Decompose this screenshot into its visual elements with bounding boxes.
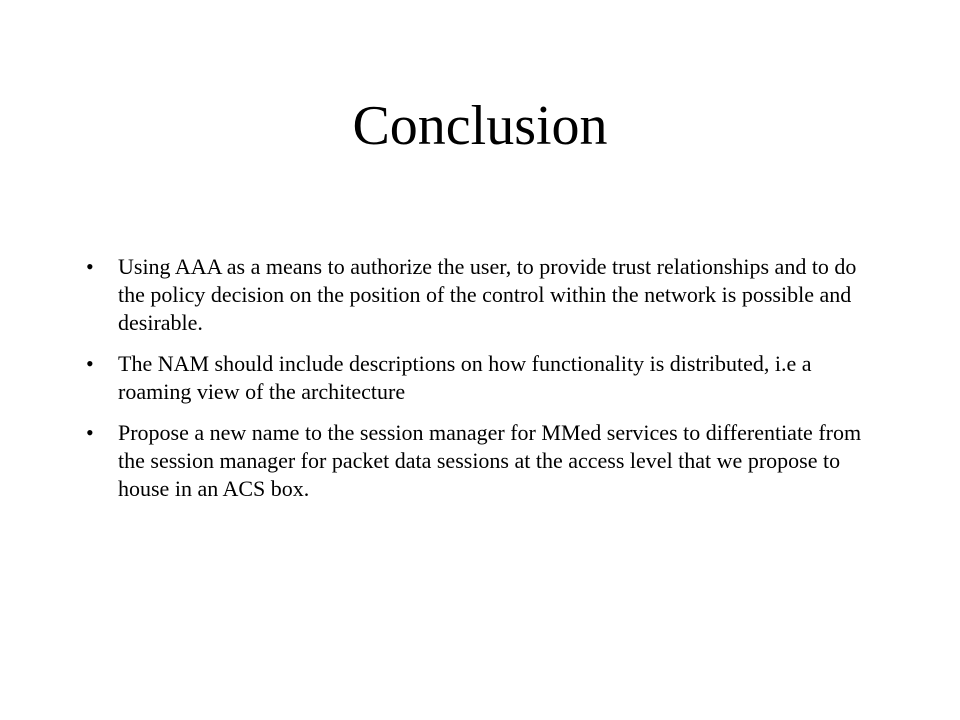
bullet-item: [86, 350, 876, 406]
bullet-point-icon: •: [86, 351, 94, 376]
bullet-item: [86, 253, 876, 337]
slide-title: Conclusion: [352, 95, 608, 157]
bullet-list: [86, 253, 876, 516]
bullet-text: Propose a new name to the session manager for MMed services to differentiate from the session manager for packet data sessions at the access level that we propose to house in an ACS box.: [118, 420, 862, 501]
bullet-point-icon: •: [86, 254, 94, 279]
bullet-text: The NAM should include descriptions on how functionality is distributed, i.e a roaming view of the architecture: [118, 351, 812, 404]
bullet-item: [86, 419, 876, 503]
bullet-text: Using AAA as a means to authorize the user, to provide trust relationships and to do the policy decision on the position of the control within the network is possible and desirable.: [118, 254, 857, 335]
bullet-point-icon: •: [86, 420, 94, 445]
